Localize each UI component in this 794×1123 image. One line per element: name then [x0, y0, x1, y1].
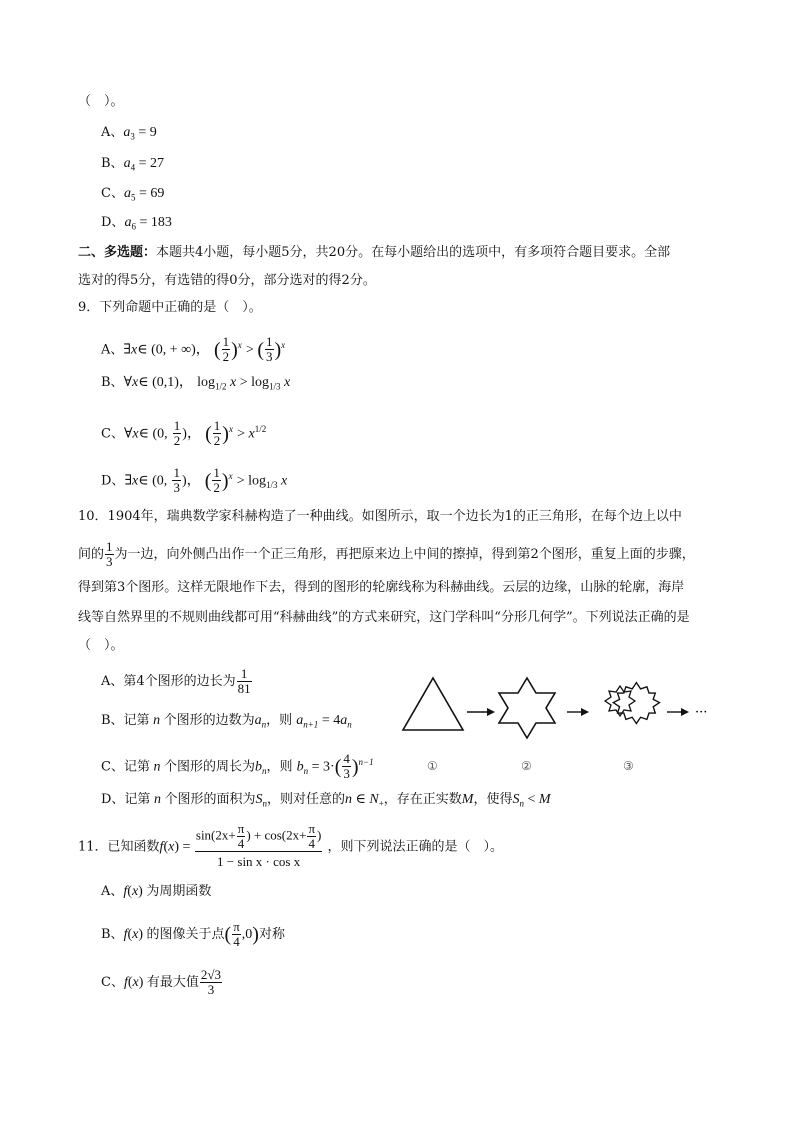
q8-option-a: A、$a_3 = 9$ [101, 125, 157, 142]
q10-line-3: 得到第3个图形。这样无限地作下去，得到的图形的轮廓线称为科赫曲线。云层的边缘，山脉的轮廓，海岸 [78, 580, 685, 595]
q9-option-d: D、∃x∈ (0, $\frac{1}{3}$ )， ( $\frac{1}{2}$ )$^x > \log_{1/3} x$ [101, 465, 288, 496]
q11-stem: 11．已知函数f(x) = sin(2x+ $\frac{\pi}{4}$ ) + cos(2x+ $\frac{\pi}{4}$ ) 1 − sin x · cos x ，则下列说法正确的是（ ）。 [78, 821, 504, 869]
q10-option-c: C、记第 n 个图形的周长为$b_n$，则 $b_n = 3\cdot$( $\frac{4}{3}$ )$^{n-1}$ [101, 751, 374, 782]
koch-triangle [403, 678, 463, 730]
q10-option-d: D、记第 n 个图形的面积为$S_n$，则对任意的n ∈ $N_+$，存在正实数M，使得$S_n < M$ [101, 792, 551, 809]
q9-stem: 9．下列命题中正确的是（ ）。 [78, 300, 262, 315]
q8-option-c: C、$a_5 = 69$ [101, 186, 165, 203]
q9-option-c: C、∀x∈ (0, $\frac{1}{2}$ )， ( $\frac{1}{2}$ )$^x > x^{1/2}$ [101, 418, 267, 449]
q8-option-b: B、$a_4 = 27$ [101, 156, 164, 173]
koch-star [499, 678, 555, 738]
arrow-icon-2 [567, 708, 589, 716]
figure-label-1: ① [427, 759, 438, 773]
koch-figure [395, 670, 725, 780]
figure-label-2: ② [521, 759, 532, 773]
q10-line-2: 间的 $\frac{1}{3}$ 为一边，向外侧凸出作一个正三角形，再把原来边上中间的擦掉，得到第2个图形，重复上面的步骤， [78, 539, 695, 569]
arrow-icon-3 [667, 708, 689, 716]
section-2-heading: 二、多选题： [78, 245, 157, 260]
q10-line-5: （ ）。 [78, 638, 124, 653]
q9-option-a: A、∃x∈ (0, + ∞)， ( $\frac{1}{2}$ )$^x$ > ( $\frac{1}{3}$ )$^x$ [101, 334, 286, 365]
section-2-line-2: 选对的得5分，有选错的得0分，部分选对的得2分。 [78, 273, 376, 288]
q9-option-b: B、∀x∈ (0,1)， $\log_{1/2} x > \log_{1/3} x$ [101, 375, 291, 392]
section-2-line-1: 二、多选题：本题共4小题，每小题5分，共20分。在每小题给出的选项中，有多项符合题目要求。全部 [78, 245, 671, 260]
q11-option-a: A、f(x) 为周期函数 [101, 884, 212, 899]
figure-ellipsis: ··· [695, 705, 708, 720]
koch-snowflake [605, 686, 635, 716]
q11-option-b: B、f(x) 的图像关于点( $\frac{\pi}{4}$ ,0)对称 [101, 919, 285, 949]
q10-option-a: A、第4个图形的边长为 $\frac{1}{81}$ [101, 666, 251, 696]
q10-line-4: 线等自然界里的不规则曲线都可用“科赫曲线”的方式来研究，这门学科叫“分形几何学”。下列说法正确的是 [78, 610, 690, 625]
q8-option-d: D、$a_6 = 183$ [101, 215, 172, 232]
koch-snowflake-outer [613, 683, 659, 724]
figure-label-3: ③ [623, 759, 634, 773]
arrow-icon-1 [467, 708, 495, 716]
q10-line-1: 10．1904年，瑞典数学家科赫构造了一种曲线。如图所示，取一个边长为1的正三角形，在每个边上以中 [78, 509, 682, 524]
q11-option-c: C、f(x) 有最大值 $\frac{2√3}{3}$ [101, 967, 222, 997]
q10-option-b: B、记第 n 个图形的边数为$a_n$，则 $a_{n+1} = 4a_n$ [101, 713, 352, 730]
q8-stem-close: （ ）。 [78, 94, 124, 109]
